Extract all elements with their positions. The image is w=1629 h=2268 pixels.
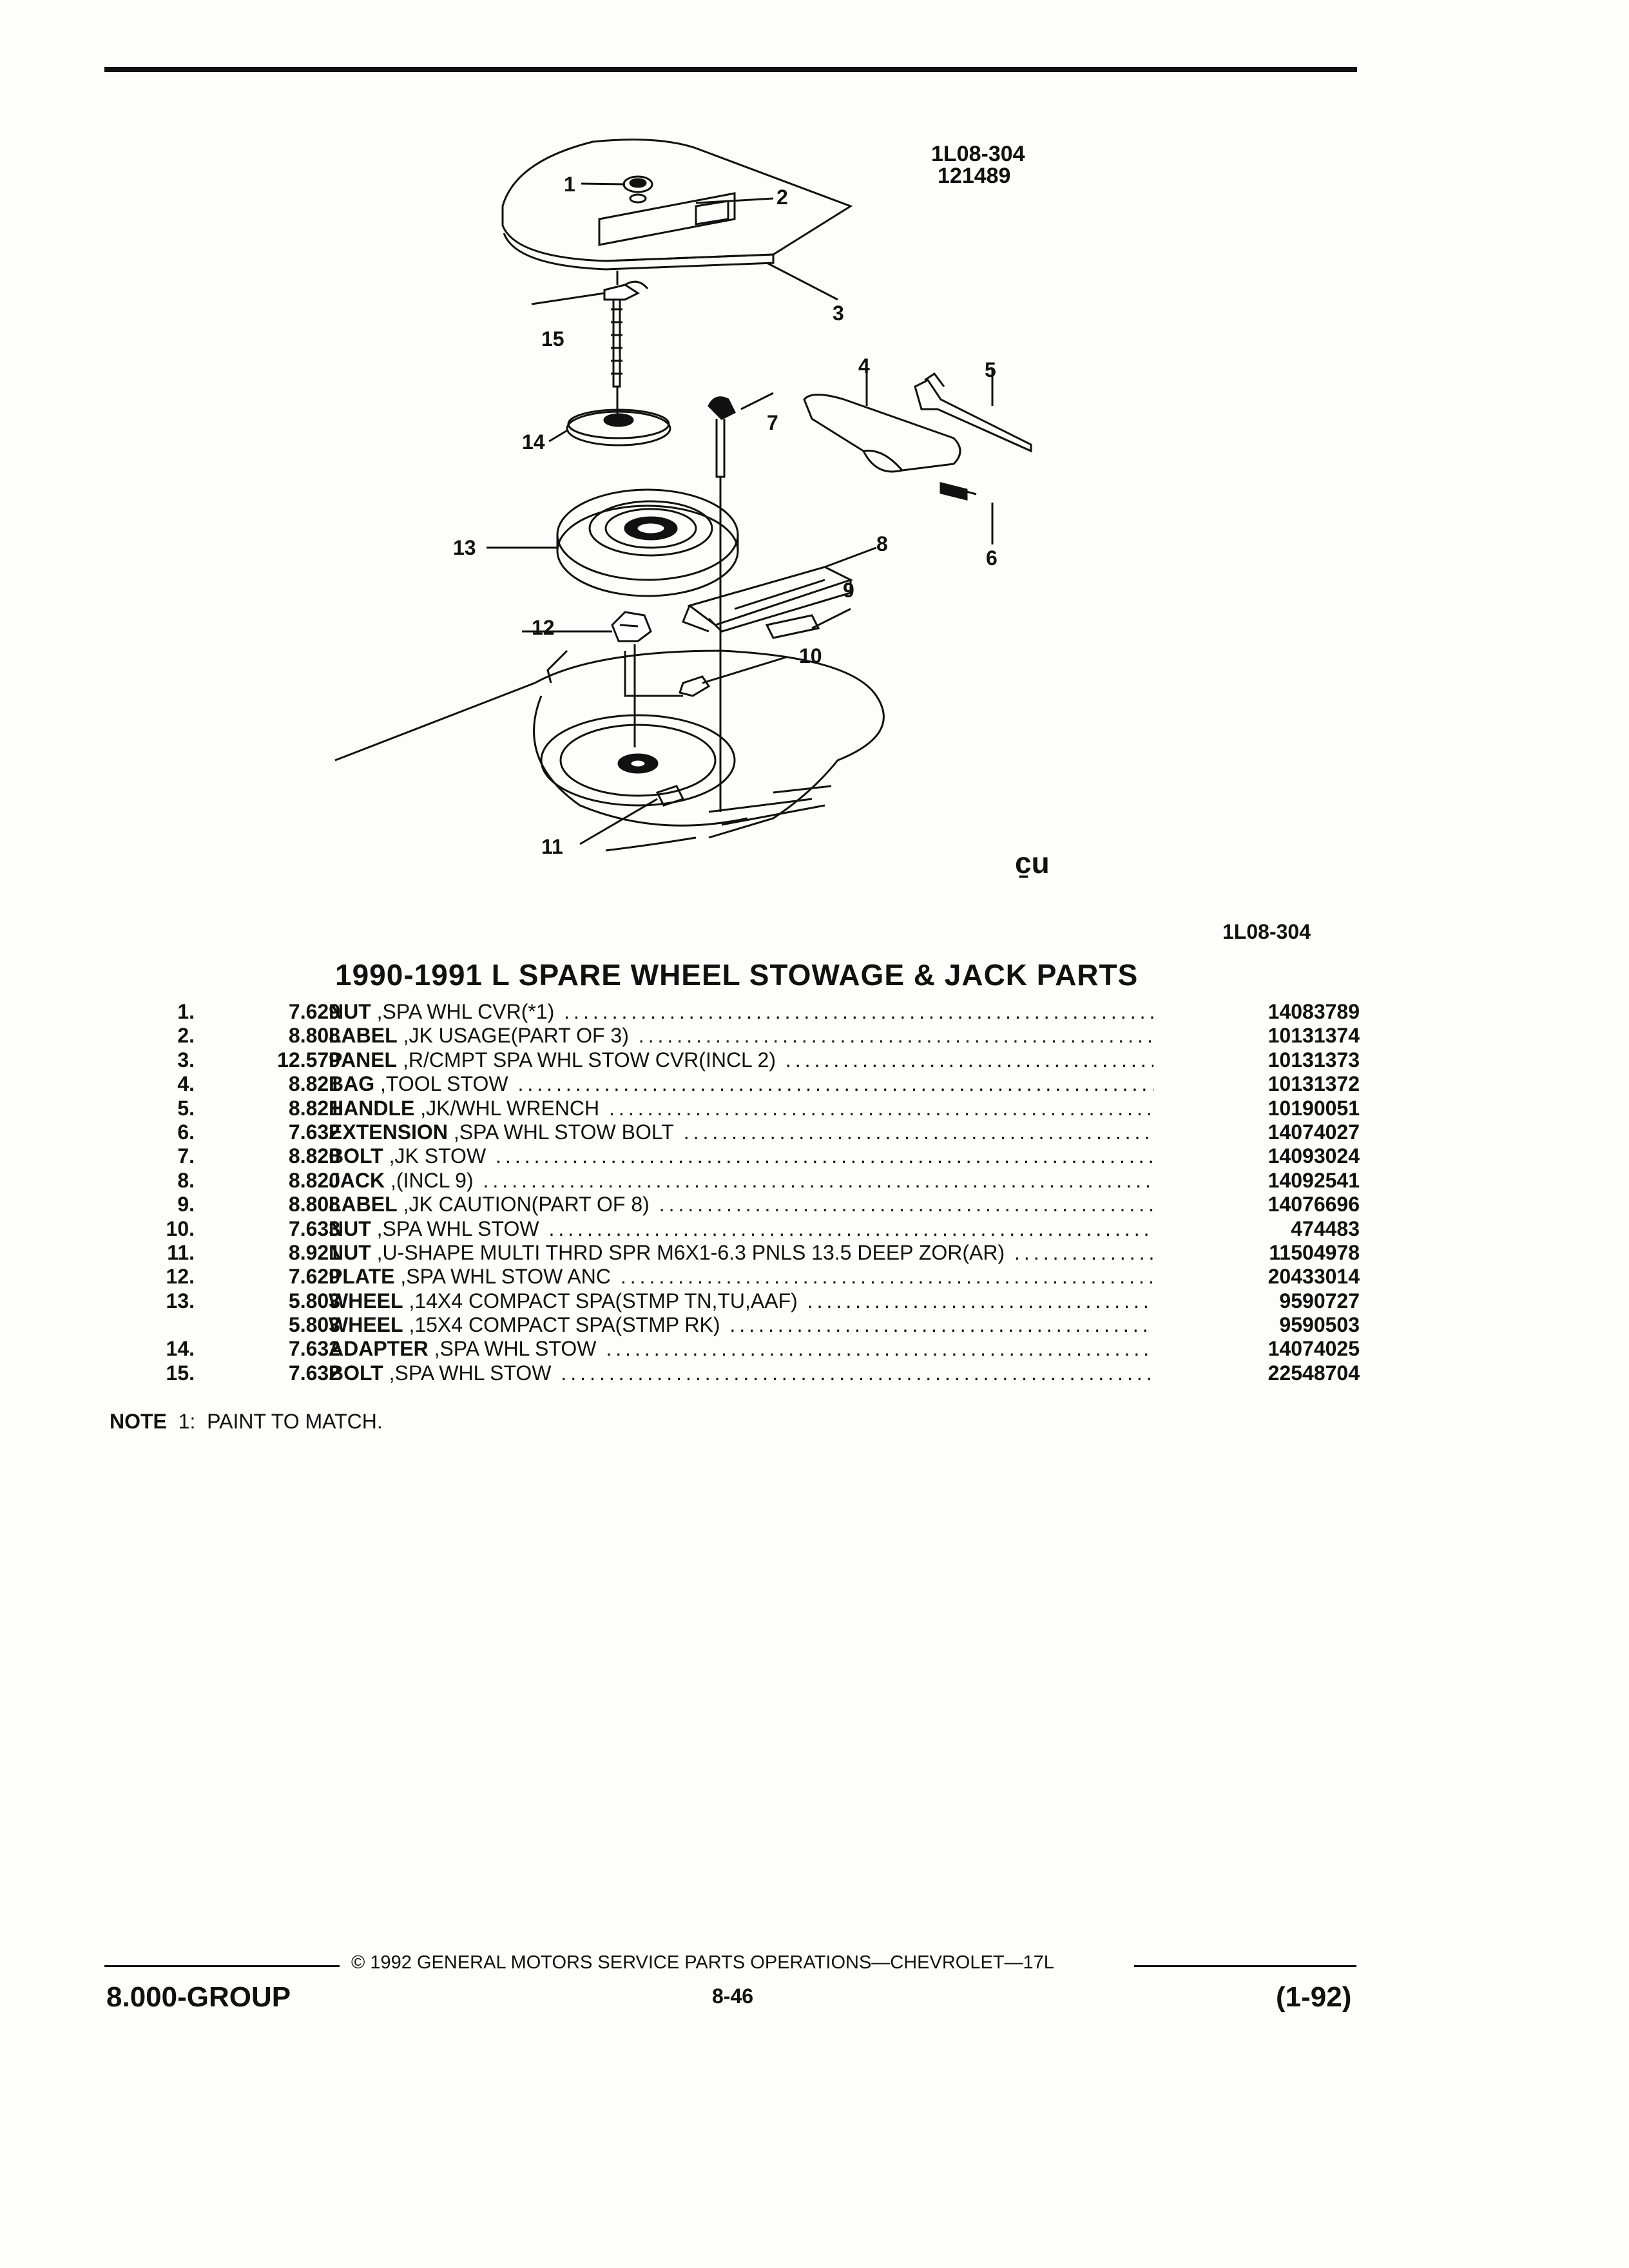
part-name: NUT (329, 1240, 371, 1264)
page-number: 8-46 (712, 1984, 754, 2008)
part-number: 20433014 (1268, 1265, 1360, 1289)
callout-6: 6 (986, 546, 998, 570)
item-number: 8. (177, 1168, 195, 1192)
footer-rule-left (104, 1965, 340, 1967)
parts-row (135, 1072, 1373, 1096)
part-detail: ,U-SHAPE MULTI THRD SPR M6X1-6.3 PNLS 13.5 DEEP ZOR(AR) (376, 1240, 1005, 1264)
part-detail: ,14X4 COMPACT SPA(STMP TN,TU,AAF) (409, 1289, 798, 1312)
footer-rule-right (1134, 1965, 1356, 1967)
part-description (329, 1120, 1153, 1144)
part-description (329, 1072, 1153, 1096)
part-number: 22548704 (1268, 1361, 1360, 1385)
parts-row (135, 1217, 1373, 1241)
part-detail: ,SPA WHL STOW (434, 1337, 597, 1361)
part-description (329, 1024, 1153, 1048)
part-name: HANDLE (329, 1096, 415, 1120)
group-number: 7.632 (288, 1337, 340, 1361)
callout-3: 3 (833, 302, 844, 325)
label-jk-caution (767, 615, 818, 638)
part-description (329, 1144, 1153, 1168)
part-name: EXTENSION (329, 1120, 448, 1144)
group-number: 7.629 (288, 1265, 340, 1289)
part-detail: ,SPA WHL STOW (376, 1216, 539, 1240)
item-number: 3. (177, 1048, 195, 1072)
part-name: BOLT (329, 1361, 383, 1385)
callout-4: 4 (858, 354, 870, 378)
cu-logo: c̱u (1015, 846, 1050, 879)
callout-8: 8 (876, 532, 888, 555)
group-number: 8.808 (288, 1193, 340, 1216)
part-description (329, 1361, 1153, 1385)
part-name: NUT (329, 1216, 371, 1240)
parts-row (135, 1000, 1373, 1024)
item-number: 4. (177, 1072, 195, 1096)
item-number: 11. (167, 1240, 195, 1264)
part-description (329, 1265, 1153, 1289)
illustration-code: 1L08-304 (931, 142, 1025, 166)
part-name: LABEL (329, 1024, 398, 1048)
callout-14: 14 (522, 430, 545, 454)
part-detail: ,JK CAUTION(PART OF 8) (403, 1193, 650, 1216)
parts-row (135, 1024, 1373, 1048)
parts-row (135, 1144, 1373, 1168)
part-detail: ,15X4 COMPACT SPA(STMP RK) (409, 1313, 720, 1337)
group-number: 8.821 (288, 1096, 340, 1120)
callout-13: 13 (453, 536, 476, 559)
item-number: 12. (166, 1265, 195, 1289)
parts-row (135, 1289, 1373, 1313)
part-detail: ,JK/WHL WRENCH (420, 1096, 600, 1120)
item-number: 1. (177, 1000, 195, 1023)
group-number: 8.808 (288, 1024, 340, 1048)
part-detail: ,SPA WHL STOW (389, 1361, 552, 1385)
callout-2: 2 (776, 186, 788, 209)
parts-row (135, 1361, 1373, 1385)
parts-row (135, 1313, 1373, 1337)
callout-1: 1 (564, 173, 575, 196)
item-number: 6. (177, 1120, 195, 1144)
part-description (329, 1241, 1153, 1265)
tool-bag (804, 395, 960, 472)
callout-12: 12 (532, 616, 555, 639)
part-detail: ,(INCL 9) (390, 1168, 474, 1192)
jack-handle (915, 380, 1031, 451)
part-name: PANEL (329, 1048, 398, 1072)
parts-row (135, 1193, 1373, 1216)
group-number: 7.632 (288, 1361, 340, 1385)
parts-row (135, 1169, 1373, 1193)
group-label: 8.000-GROUP (106, 1981, 291, 2013)
group-number: 8.820 (288, 1144, 340, 1168)
item-number: 13. (166, 1289, 195, 1312)
group-number: 8.921 (288, 1240, 340, 1264)
parts-row (135, 1097, 1373, 1120)
parts-row (135, 1241, 1373, 1265)
parts-row (135, 1048, 1373, 1072)
item-number: 5. (177, 1096, 195, 1120)
part-number: 11504978 (1269, 1240, 1360, 1264)
part-name: NUT (329, 1000, 371, 1023)
parts-list (135, 1000, 1373, 1385)
part-number: 14076696 (1268, 1193, 1360, 1216)
part-description (329, 1097, 1153, 1120)
part-number: 14074027 (1268, 1120, 1360, 1144)
item-number: 2. (177, 1024, 195, 1048)
illustration-code-sub: 121489 (938, 164, 1011, 188)
part-number: 14092541 (1268, 1168, 1360, 1192)
part-description (329, 1169, 1153, 1193)
part-name: WHEEL (329, 1289, 403, 1312)
exploded-view-illustration (322, 116, 1095, 902)
part-name: BAG (329, 1072, 375, 1096)
item-number: 14. (166, 1337, 195, 1361)
note-label: NOTE (110, 1410, 167, 1433)
part-number: 14074025 (1268, 1337, 1360, 1361)
part-description (329, 1337, 1153, 1361)
part-number: 9590503 (1279, 1313, 1360, 1337)
group-number: 7.632 (288, 1120, 340, 1144)
part-description (329, 1000, 1153, 1024)
part-number: 474483 (1291, 1216, 1360, 1240)
part-name: BOLT (329, 1144, 383, 1168)
callout-10: 10 (799, 644, 822, 668)
part-name: WHEEL (329, 1313, 403, 1337)
group-number: 12.579 (277, 1048, 340, 1072)
callout-15: 15 (541, 327, 564, 351)
item-number: 7. (177, 1144, 195, 1168)
callout-7: 7 (767, 411, 778, 434)
part-detail: ,SPA WHL STOW BOLT (453, 1120, 674, 1144)
parts-row (135, 1120, 1373, 1144)
group-number: 8.821 (288, 1072, 340, 1096)
part-name: LABEL (329, 1193, 398, 1216)
revision-date: (1-92) (1276, 1981, 1352, 2013)
item-number: 10. (166, 1216, 195, 1240)
footnote (110, 1410, 383, 1434)
callout-9: 9 (843, 579, 854, 602)
part-number: 10131374 (1268, 1024, 1360, 1048)
part-detail: ,JK STOW (389, 1144, 487, 1168)
part-name: PLATE (329, 1265, 395, 1289)
part-description (329, 1048, 1153, 1072)
group-number: 7.629 (288, 1000, 340, 1023)
part-description (329, 1289, 1153, 1313)
parts-row (135, 1265, 1373, 1289)
item-number: 9. (177, 1193, 195, 1216)
item-number: 15. (166, 1361, 195, 1385)
trunk-pan-outline (535, 651, 883, 838)
part-description (329, 1313, 1153, 1337)
group-number: 5.803 (288, 1289, 340, 1312)
floor-edge-line (335, 683, 535, 760)
callout-5: 5 (985, 358, 996, 381)
parts-row (135, 1337, 1373, 1361)
page-title: 1990-1991 L SPARE WHEEL STOWAGE & JACK PARTS (335, 958, 1139, 992)
parts-diagram (322, 116, 1095, 902)
part-detail: ,SPA WHL CVR(*1) (376, 1000, 555, 1023)
part-number: 10190051 (1268, 1096, 1360, 1120)
part-number: 14083789 (1268, 1000, 1360, 1023)
part-detail: ,TOOL STOW (380, 1072, 508, 1096)
part-detail: ,SPA WHL STOW ANC (400, 1265, 611, 1289)
part-number: 9590727 (1279, 1289, 1360, 1312)
part-name: JACK (329, 1168, 385, 1192)
group-number: 5.803 (288, 1313, 340, 1337)
part-number: 10131372 (1268, 1072, 1360, 1096)
spare-cover-panel (503, 140, 851, 261)
note-text: PAINT TO MATCH. (207, 1410, 383, 1433)
note-number: 1: (178, 1410, 196, 1433)
part-detail: ,R/CMPT SPA WHL STOW CVR(INCL 2) (402, 1048, 776, 1072)
callout-11: 11 (541, 835, 563, 858)
part-detail: ,JK USAGE(PART OF 3) (403, 1024, 629, 1048)
part-name: ADAPTER (329, 1337, 429, 1361)
figure-reference: 1L08-304 (1222, 920, 1311, 943)
part-number: 10131373 (1268, 1048, 1360, 1072)
copyright-line: © 1992 GENERAL MOTORS SERVICE PARTS OPERATIONS—CHEVROLET—17L (351, 1952, 1054, 1973)
top-rule (104, 67, 1357, 72)
group-number: 8.820 (288, 1168, 340, 1192)
part-number: 14093024 (1268, 1144, 1360, 1168)
part-description (329, 1217, 1153, 1241)
group-number: 7.633 (288, 1216, 340, 1240)
part-description (329, 1193, 1153, 1216)
